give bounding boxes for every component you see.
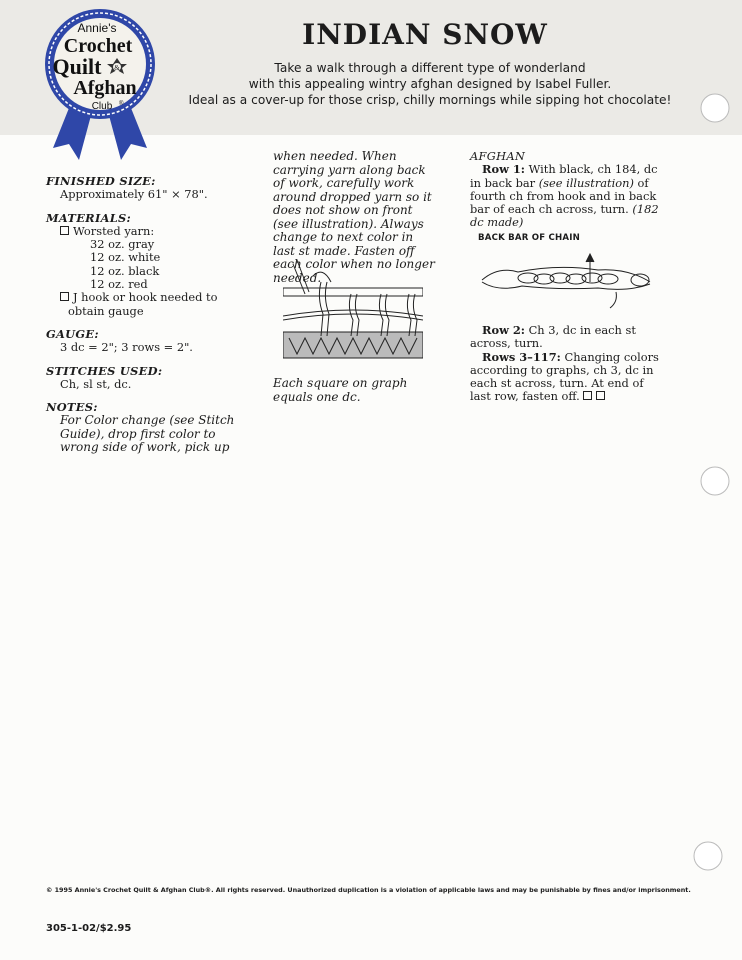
notes-text-part2: when needed. When carrying yarn along back of work, carefully work around dropped yarn so it does not show on front (see illustration). Always change to next color in last st made. Fasten off each color when no longer needed. — [273, 149, 435, 285]
yarn-black: 12 oz. black — [90, 263, 160, 278]
logo-registered: ® — [119, 101, 124, 107]
gauge-heading: GAUGE: — [46, 326, 99, 341]
logo-text-quilt: Quilt — [52, 54, 102, 79]
stitches-heading: STITCHES USED: — [46, 363, 163, 378]
notes-heading: NOTES: — [46, 400, 98, 415]
intro-line-3: Ideal as a cover-up for those crisp, chilly mornings while sipping hot chocolate! — [188, 93, 672, 107]
pattern-code: 305-1-02/$2.95 — [46, 923, 132, 934]
binder-hole-top — [697, 90, 733, 126]
logo-ampersand: & — [114, 64, 120, 72]
page-title: INDIAN SNOW — [302, 18, 548, 51]
notes-text-part1: For Color change (see Stitch Guide), drop first color to wrong side of work, pick up — [60, 413, 235, 455]
materials-hook: J hook or hook needed to obtain gauge — [46, 291, 236, 318]
materials-yarn: Worsted yarn: — [46, 225, 236, 238]
end-mark-icon — [583, 391, 592, 400]
copyright-footer: © 1995 Annie's Crochet Quilt & Afghan Club®. All rights reserved. Unauthorized duplication is a violation of applicable laws and may be punishable by fines and/or imprisonment. — [46, 886, 691, 894]
finished-size-text: Approximately 61" × 78". — [60, 187, 208, 202]
logo-text-club: Club — [91, 101, 113, 112]
row2-text: Row 2: Ch 3, dc in each st across, turn. — [470, 323, 636, 351]
logo-text-annies: Annie's — [77, 21, 117, 35]
afghan-instructions-top — [470, 150, 662, 230]
row1-text: Row 1: With black, ch 184, dc in back bar (see illustration) of fourth ch from hook and in back bar of each ch across, turn. (182 dc made) — [470, 162, 659, 230]
checkbox-icon — [60, 226, 69, 235]
diagram-label: BACK BAR OF CHAIN — [478, 233, 581, 243]
materials-heading: MATERIALS: — [46, 210, 132, 225]
binder-hole-bottom — [690, 838, 726, 874]
checkbox-icon — [60, 292, 69, 301]
carry-yarn-illustration — [283, 258, 423, 362]
intro-text — [170, 60, 690, 108]
finished-size-heading: FINISHED SIZE: — [46, 174, 156, 188]
stitches-text: Ch, sl st, dc. — [60, 376, 132, 391]
afghan-heading: AFGHAN — [470, 149, 526, 163]
intro-line-1: Take a walk through a different type of wonderland — [274, 61, 586, 75]
graph-note: Each square on graph equals one dc. — [273, 376, 408, 404]
end-mark-icon — [596, 391, 605, 400]
logo-text-afghan: Afghan — [73, 77, 137, 99]
row3-text: Rows 3–117: Changing colors according to graphs, ch 3, dc in each st across, turn. At end of last row, fasten off. — [470, 349, 659, 404]
logo-text-crochet: Crochet — [63, 35, 133, 57]
back-bar-chain-diagram — [478, 248, 658, 310]
yarn-gray: 32 oz. gray — [90, 237, 155, 252]
yarn-white: 12 oz. white — [90, 250, 161, 265]
binder-hole-middle — [697, 463, 733, 499]
intro-line-2: with this appealing wintry afghan designed by Isabel Fuller. — [248, 77, 612, 91]
left-column — [46, 175, 236, 455]
club-logo — [35, 8, 165, 168]
yarn-red: 12 oz. red — [90, 277, 148, 292]
gauge-text: 3 dc = 2"; 3 rows = 2". — [60, 340, 193, 355]
afghan-instructions-bottom — [470, 324, 662, 404]
